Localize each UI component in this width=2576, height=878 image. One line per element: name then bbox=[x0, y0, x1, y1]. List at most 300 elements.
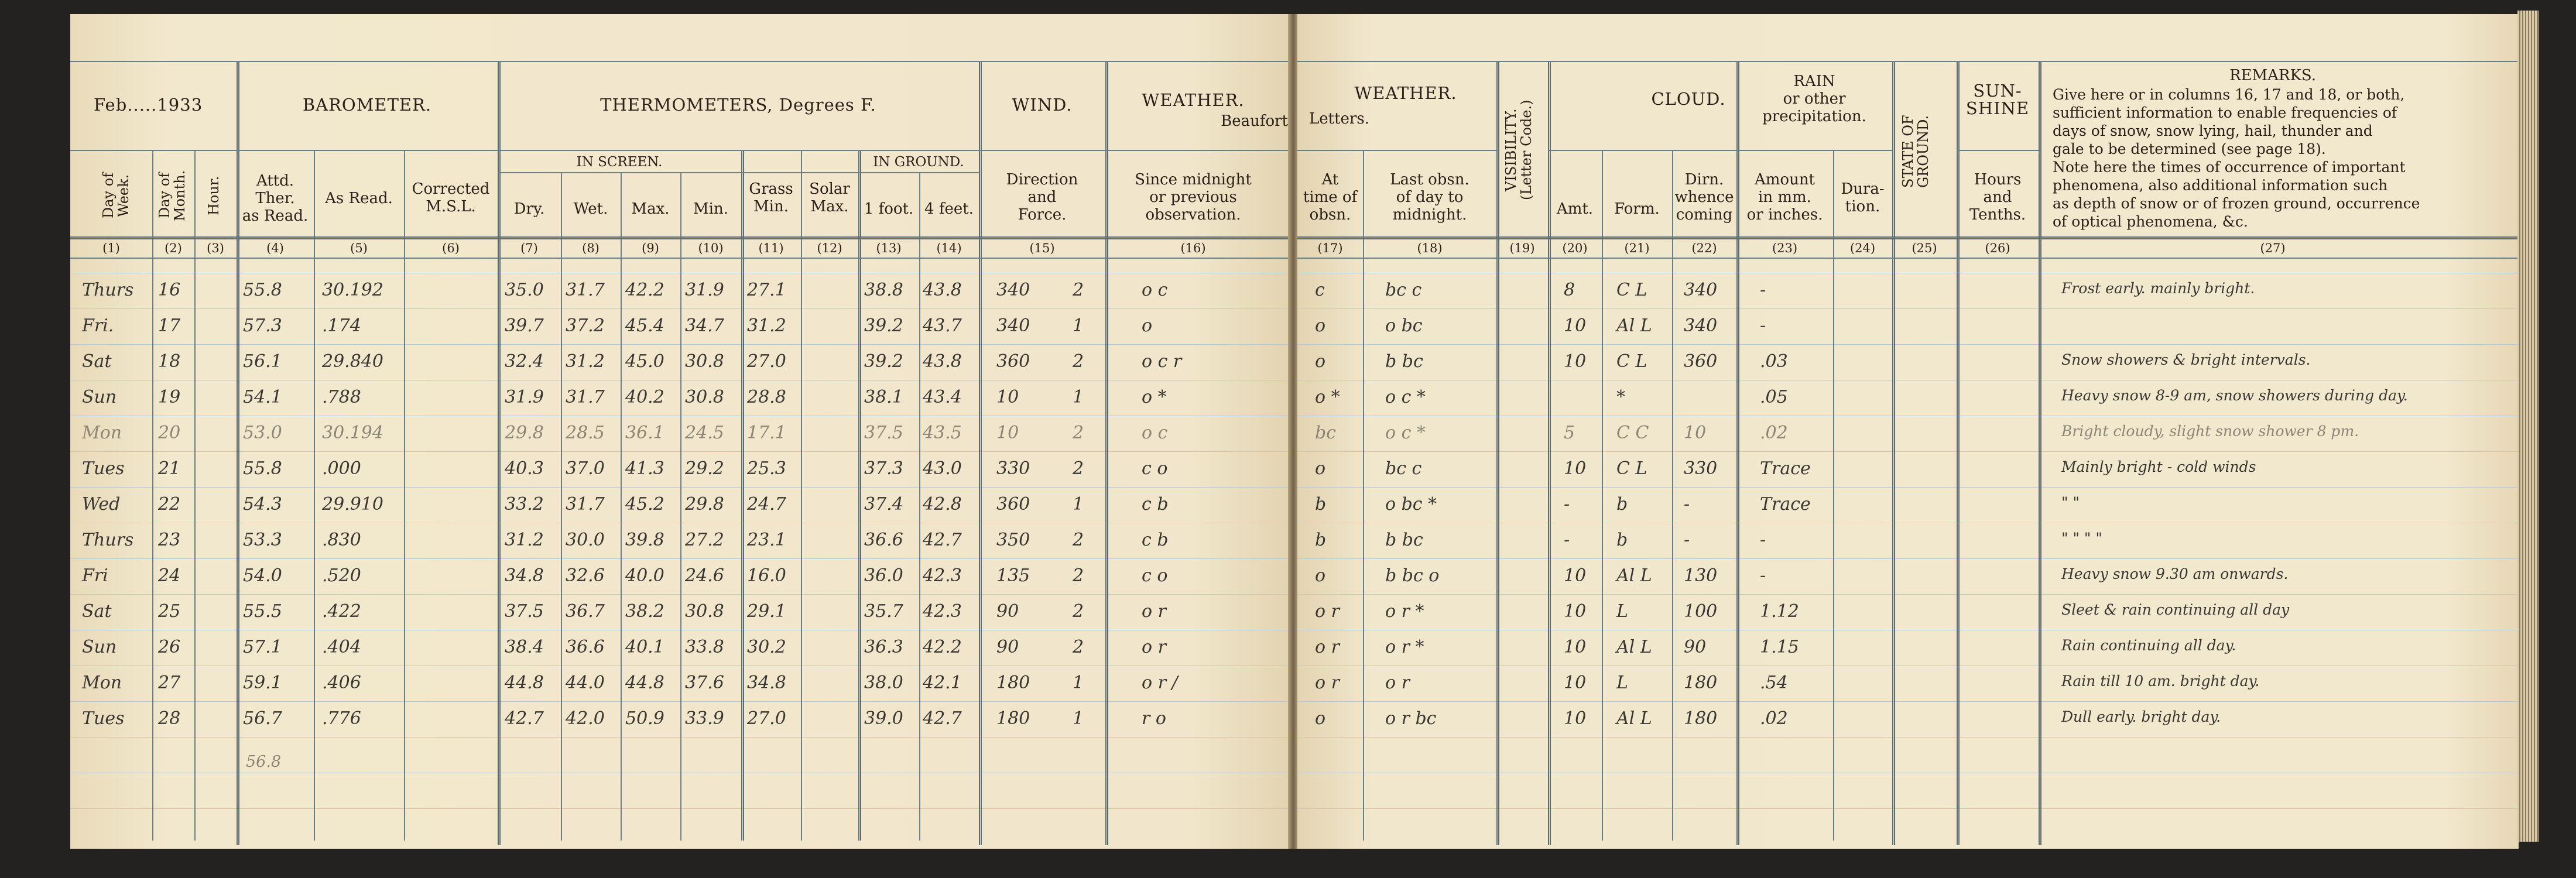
cell-dry: 31.2 bbox=[505, 530, 544, 550]
cloud-heading: CLOUD. bbox=[1651, 89, 1726, 109]
one-foot-col: 1 foot. bbox=[864, 200, 914, 218]
cell-dom: 19 bbox=[158, 387, 181, 407]
cell-dow: Fri. bbox=[82, 315, 114, 336]
cell-grass: 27.0 bbox=[747, 351, 786, 372]
cell-dom: 21 bbox=[158, 458, 181, 479]
cell-dir: 90 bbox=[996, 601, 1019, 622]
cell-dir: 180 bbox=[996, 673, 1030, 693]
beaufort-label: Beaufort bbox=[1221, 112, 1288, 130]
col-number: (15) bbox=[1029, 241, 1055, 255]
cell-dry: 29.8 bbox=[505, 423, 544, 443]
cell-wx: o r bbox=[1142, 637, 1166, 657]
in-ground-heading: IN GROUND. bbox=[873, 155, 964, 170]
cell-at: o bbox=[1315, 565, 1326, 586]
cell-attd: 55.5 bbox=[243, 601, 282, 622]
cell-last: bc c bbox=[1385, 280, 1422, 300]
cell-dom: 28 bbox=[158, 708, 181, 729]
cell-wet: 30.0 bbox=[566, 530, 605, 550]
hour-col: Hour. bbox=[205, 176, 222, 215]
cell-g1: 36.0 bbox=[864, 565, 903, 586]
cell-rain: .02 bbox=[1760, 708, 1788, 729]
col-number: (23) bbox=[1772, 241, 1798, 255]
cell-remark: Heavy snow 8-9 am, snow showers during day. bbox=[2061, 387, 2408, 404]
cell-dir: 350 bbox=[996, 530, 1030, 550]
col-number: (24) bbox=[1849, 241, 1876, 255]
weather-beaufort-heading: WEATHER. bbox=[1142, 90, 1245, 110]
cell-dry: 37.5 bbox=[505, 601, 544, 622]
col-number: (17) bbox=[1317, 241, 1343, 255]
cell-min: 24.6 bbox=[685, 565, 724, 586]
cell-dom: 17 bbox=[158, 315, 181, 336]
cell-force: 1 bbox=[1073, 673, 1084, 693]
cell-g1: 37.3 bbox=[864, 458, 903, 479]
cell-min: 31.9 bbox=[685, 280, 724, 300]
cell-g1: 39.0 bbox=[864, 708, 903, 729]
left-page bbox=[70, 14, 1289, 849]
cell-last: o r * bbox=[1385, 637, 1424, 657]
cell-g4: 43.8 bbox=[923, 351, 962, 372]
cell-cdir: 130 bbox=[1684, 565, 1718, 586]
cell-grass: 27.0 bbox=[747, 708, 786, 729]
dirn-col: Dirn. whence coming bbox=[1674, 171, 1734, 224]
cell-max: 44.8 bbox=[625, 673, 664, 693]
cell-min: 34.7 bbox=[685, 315, 724, 336]
cell-dir: 10 bbox=[996, 387, 1019, 407]
col-number: (16) bbox=[1180, 241, 1206, 255]
cell-wet: 36.6 bbox=[566, 637, 605, 657]
cell-form: L bbox=[1616, 601, 1628, 622]
cell-min: 27.2 bbox=[685, 530, 724, 550]
cell-g1: 36.6 bbox=[864, 530, 903, 550]
cell-min: 30.8 bbox=[685, 601, 724, 622]
cell-wx: r o bbox=[1142, 708, 1166, 729]
cell-g4: 42.3 bbox=[923, 565, 962, 586]
cell-form: b bbox=[1616, 494, 1628, 515]
cell-dow: Mon bbox=[82, 673, 122, 693]
cell-force: 1 bbox=[1073, 708, 1084, 729]
cell-force: 2 bbox=[1073, 565, 1084, 586]
cell-at: o * bbox=[1315, 387, 1340, 407]
cell-max: 50.9 bbox=[625, 708, 664, 729]
cell-g1: 37.5 bbox=[864, 423, 903, 443]
col-number: (22) bbox=[1691, 241, 1717, 255]
cell-dir: 360 bbox=[996, 351, 1030, 372]
cell-cdir: 340 bbox=[1684, 315, 1718, 336]
col-number: (10) bbox=[698, 241, 724, 255]
cell-amt: - bbox=[1564, 530, 1570, 550]
cell-grass: 28.8 bbox=[747, 387, 786, 407]
cell-wet: 42.0 bbox=[566, 708, 605, 729]
cell-g4: 42.3 bbox=[923, 601, 962, 622]
cell-dom: 26 bbox=[158, 637, 181, 657]
cell-cdir: 90 bbox=[1684, 637, 1707, 657]
cell-rain: .05 bbox=[1760, 387, 1788, 407]
cell-max: 41.3 bbox=[625, 458, 664, 479]
cell-wx: c b bbox=[1142, 494, 1169, 515]
col-number: (2) bbox=[165, 241, 182, 255]
cell-read: .406 bbox=[322, 673, 361, 693]
cell-min: 33.8 bbox=[685, 637, 724, 657]
cell-dry: 34.8 bbox=[505, 565, 544, 586]
col-number: (4) bbox=[266, 241, 284, 255]
day-of-week-col: Day of Week. bbox=[100, 172, 132, 219]
cell-grass: 31.2 bbox=[747, 315, 786, 336]
cell-wet: 37.0 bbox=[566, 458, 605, 479]
cell-g4: 43.0 bbox=[923, 458, 962, 479]
cell-at: o r bbox=[1315, 601, 1340, 622]
cell-g4: 43.8 bbox=[923, 280, 962, 300]
cell-at: o bbox=[1315, 458, 1326, 479]
cell-read: .404 bbox=[322, 637, 361, 657]
cell-dry: 40.3 bbox=[505, 458, 544, 479]
cell-last: o r * bbox=[1385, 601, 1424, 622]
cell-max: 45.4 bbox=[625, 315, 664, 336]
cell-cdir: - bbox=[1684, 530, 1690, 550]
cell-g1: 36.3 bbox=[864, 637, 903, 657]
cell-force: 2 bbox=[1073, 280, 1084, 300]
cell-at: bc bbox=[1315, 423, 1337, 443]
cell-g1: 38.1 bbox=[864, 387, 903, 407]
sunshine-heading: SUN- SHINE bbox=[1965, 81, 2030, 118]
cell-form: C L bbox=[1616, 280, 1647, 300]
cell-read: 29.840 bbox=[322, 351, 383, 372]
right-page bbox=[1297, 14, 2519, 849]
cell-dir: 330 bbox=[996, 458, 1030, 479]
cell-last: b bc bbox=[1385, 351, 1423, 372]
cell-amt: 10 bbox=[1564, 458, 1587, 479]
cell-min: 33.9 bbox=[685, 708, 724, 729]
col-number: (18) bbox=[1417, 241, 1443, 255]
cell-read: 30.192 bbox=[322, 280, 383, 300]
cell-at: o bbox=[1315, 708, 1326, 729]
cell-attd: 56.7 bbox=[243, 708, 282, 729]
barometer-heading: BAROMETER. bbox=[302, 95, 432, 115]
thermometers-heading: THERMOMETERS, Degrees F. bbox=[600, 95, 876, 115]
form-col: Form. bbox=[1614, 200, 1660, 218]
cell-dir: 360 bbox=[996, 494, 1030, 515]
amount-col: Amount in mm. or inches. bbox=[1746, 171, 1823, 224]
cell-attd: 57.3 bbox=[243, 315, 282, 336]
cell-at: b bbox=[1315, 494, 1327, 515]
cell-wx: o c bbox=[1142, 280, 1168, 300]
cell-grass: 27.1 bbox=[747, 280, 786, 300]
cell-last: o bc * bbox=[1385, 494, 1437, 515]
cell-last: o r bbox=[1385, 673, 1410, 693]
cell-form: C L bbox=[1616, 351, 1647, 372]
cell-at: o r bbox=[1315, 637, 1340, 657]
cell-dir: 180 bbox=[996, 708, 1030, 729]
cell-dow: Thurs bbox=[82, 530, 134, 550]
cell-rain: - bbox=[1760, 565, 1766, 586]
col-number: (1) bbox=[102, 241, 120, 255]
cell-dry: 44.8 bbox=[505, 673, 544, 693]
cell-wet: 31.7 bbox=[566, 387, 605, 407]
cell-wet: 31.2 bbox=[566, 351, 605, 372]
cell-dir: 10 bbox=[996, 423, 1019, 443]
cell-last: o c * bbox=[1385, 387, 1426, 407]
col-number: (3) bbox=[207, 241, 224, 255]
cell-read: 29.910 bbox=[322, 494, 383, 515]
cell-dom: 24 bbox=[158, 565, 181, 586]
cell-grass: 23.1 bbox=[747, 530, 786, 550]
cell-dow: Thurs bbox=[82, 280, 134, 300]
cell-min: 29.8 bbox=[685, 494, 724, 515]
cell-max: 40.0 bbox=[625, 565, 664, 586]
cell-amt: 8 bbox=[1564, 280, 1575, 300]
cell-at: b bbox=[1315, 530, 1327, 550]
cell-dom: 20 bbox=[158, 423, 181, 443]
cell-dow: Sat bbox=[82, 601, 112, 622]
since-midnight-col: Since midnight or previous observation. bbox=[1135, 171, 1252, 224]
direction-col: Direction and Force. bbox=[1006, 171, 1078, 224]
cell-attd: 53.3 bbox=[243, 530, 282, 550]
cell-g1: 39.2 bbox=[864, 351, 903, 372]
in-screen-heading: IN SCREEN. bbox=[576, 155, 663, 170]
cell-g1: 38.0 bbox=[864, 673, 903, 693]
min-col: Min. bbox=[693, 200, 728, 218]
cell-rain: .02 bbox=[1760, 423, 1788, 443]
col-number: (27) bbox=[2260, 241, 2286, 255]
cell-cdir: 330 bbox=[1684, 458, 1718, 479]
col-number: (21) bbox=[1624, 241, 1650, 255]
cell-dow: Wed bbox=[82, 494, 121, 515]
cell-dom: 22 bbox=[158, 494, 181, 515]
cell-dir: 340 bbox=[996, 280, 1030, 300]
cell-cdir: 100 bbox=[1684, 601, 1718, 622]
cell-last: o bc bbox=[1385, 315, 1423, 336]
cell-form: Al L bbox=[1616, 637, 1652, 657]
cell-grass: 24.7 bbox=[747, 494, 786, 515]
remarks-heading: REMARKS. bbox=[2229, 67, 2317, 84]
cell-wet: 36.7 bbox=[566, 601, 605, 622]
cell-grass: 17.1 bbox=[747, 423, 786, 443]
cell-attd: 57.1 bbox=[243, 637, 282, 657]
cell-force: 2 bbox=[1073, 637, 1084, 657]
cell-form: Al L bbox=[1616, 708, 1652, 729]
cell-amt: 5 bbox=[1564, 423, 1575, 443]
cell-read: .776 bbox=[322, 708, 361, 729]
cell-dow: Sun bbox=[82, 387, 117, 407]
four-feet-col: 4 feet. bbox=[924, 200, 974, 218]
col-number: (9) bbox=[642, 241, 659, 255]
cell-attd: 53.0 bbox=[243, 423, 282, 443]
col-number: (6) bbox=[442, 241, 460, 255]
cell-amt: 10 bbox=[1564, 673, 1587, 693]
cell-attd: 59.1 bbox=[243, 673, 282, 693]
cell-form: Al L bbox=[1616, 565, 1652, 586]
cell-read: .000 bbox=[322, 458, 361, 479]
letters-label: Letters. bbox=[1309, 110, 1369, 128]
dry-col: Dry. bbox=[513, 200, 545, 218]
cell-min: 30.8 bbox=[685, 387, 724, 407]
cell-force: 1 bbox=[1073, 315, 1084, 336]
month-year: Feb.....1933 bbox=[94, 95, 203, 115]
wind-heading: WIND. bbox=[1012, 95, 1073, 115]
cell-cdir: 340 bbox=[1684, 280, 1718, 300]
cell-remark: Frost early. mainly bright. bbox=[2061, 280, 2255, 297]
cell-rain: - bbox=[1760, 280, 1766, 300]
cell-grass: 16.0 bbox=[747, 565, 786, 586]
cell-amt: 10 bbox=[1564, 708, 1587, 729]
cell-wx: o r / bbox=[1142, 673, 1178, 693]
grass-min-col: Grass Min. bbox=[749, 180, 793, 215]
cell-cdir: 10 bbox=[1684, 423, 1707, 443]
cell-g1: 38.8 bbox=[864, 280, 903, 300]
cell-cdir: - bbox=[1684, 494, 1690, 515]
cell-max: 40.2 bbox=[625, 387, 664, 407]
cell-max: 36.1 bbox=[625, 423, 664, 443]
cell-form: * bbox=[1616, 387, 1625, 407]
cell-force: 2 bbox=[1073, 458, 1084, 479]
cell-grass: 25.3 bbox=[747, 458, 786, 479]
cell-g4: 42.8 bbox=[923, 494, 962, 515]
cell-last: b bc o bbox=[1385, 565, 1440, 586]
cell-read: .174 bbox=[322, 315, 361, 336]
col-number: (26) bbox=[1985, 241, 2010, 255]
cell-rain: .54 bbox=[1760, 673, 1788, 693]
cell-amt: 10 bbox=[1564, 315, 1587, 336]
corrected-col: Corrected M.S.L. bbox=[412, 180, 490, 215]
cell-read: 30.194 bbox=[322, 423, 383, 443]
cell-read: .830 bbox=[322, 530, 361, 550]
cell-max: 40.1 bbox=[625, 637, 664, 657]
solar-max-col: Solar Max. bbox=[809, 180, 850, 215]
cell-dry: 33.2 bbox=[505, 494, 544, 515]
col-number: (11) bbox=[758, 241, 784, 255]
cell-g4: 42.7 bbox=[923, 530, 962, 550]
cell-force: 2 bbox=[1073, 423, 1084, 443]
cell-wet: 28.5 bbox=[566, 423, 605, 443]
cell-remark: Sleet & rain continuing all day bbox=[2061, 601, 2290, 618]
cell-force: 2 bbox=[1073, 601, 1084, 622]
col-number: (25) bbox=[1912, 241, 1937, 255]
cell-min: 37.6 bbox=[685, 673, 724, 693]
cell-dir: 340 bbox=[996, 315, 1030, 336]
cell-dir: 90 bbox=[996, 637, 1019, 657]
cell-rain: .03 bbox=[1760, 351, 1788, 372]
attd-ther-col: Attd. Ther. as Read. bbox=[242, 172, 309, 225]
cell-grass: 34.8 bbox=[747, 673, 786, 693]
cell-dom: 18 bbox=[158, 351, 181, 372]
cell-min: 29.2 bbox=[685, 458, 724, 479]
cell-wet: 32.6 bbox=[566, 565, 605, 586]
cell-read: .422 bbox=[322, 601, 361, 622]
cell-max: 39.8 bbox=[625, 530, 664, 550]
cell-amt: 10 bbox=[1564, 351, 1587, 372]
cell-attd: 54.1 bbox=[243, 387, 282, 407]
cell-amt: 10 bbox=[1564, 565, 1587, 586]
cell-amt: 10 bbox=[1564, 601, 1587, 622]
cell-remark: " " " " bbox=[2061, 530, 2102, 547]
cell-min: 24.5 bbox=[685, 423, 724, 443]
cell-cdir: 180 bbox=[1684, 708, 1718, 729]
cell-grass: 29.1 bbox=[747, 601, 786, 622]
hours-tenths-col: Hours and Tenths. bbox=[1969, 171, 2026, 224]
cell-remark: " " bbox=[2061, 494, 2080, 511]
remarks-instructions: Give here or in columns 16, 17 and 18, or both, sufficient information to enable frequencies of days of snow, snow lying, hail, thunder and gale to be determined (see page 18). Note here the times of occurrence of important phenomena, also additional information such as depth of snow or of frozen ground, occurrence of optical phenomena, &c. bbox=[2053, 86, 2420, 230]
cell-attd: 54.3 bbox=[243, 494, 282, 515]
col-number: (13) bbox=[876, 241, 902, 255]
cell-at: o bbox=[1315, 315, 1326, 336]
cell-dow: Sat bbox=[82, 351, 112, 372]
cell-force: 2 bbox=[1073, 351, 1084, 372]
cell-attd: 55.8 bbox=[243, 280, 282, 300]
cell-last: b bc bbox=[1385, 530, 1423, 550]
cell-dom: 23 bbox=[158, 530, 181, 550]
cell-dow: Mon bbox=[82, 423, 122, 443]
cell-at: c bbox=[1315, 280, 1325, 300]
cell-form: b bbox=[1616, 530, 1628, 550]
cell-wx: o * bbox=[1142, 387, 1167, 407]
cell-read: .520 bbox=[322, 565, 361, 586]
col-number: (14) bbox=[936, 241, 962, 255]
cell-g4: 43.7 bbox=[923, 315, 962, 336]
day-of-month-col: Day of Month. bbox=[156, 170, 188, 221]
cell-cdir: 180 bbox=[1684, 673, 1718, 693]
cell-force: 1 bbox=[1073, 494, 1084, 515]
cell-max: 45.2 bbox=[625, 494, 664, 515]
cell-last: o r bc bbox=[1385, 708, 1437, 729]
cell-dry: 42.7 bbox=[505, 708, 544, 729]
cell-dry: 39.7 bbox=[505, 315, 544, 336]
cell-dry: 38.4 bbox=[505, 637, 544, 657]
cell-rain: 1.12 bbox=[1760, 601, 1799, 622]
amt-col: Amt. bbox=[1556, 200, 1594, 218]
cell-remark: Rain till 10 am. bright day. bbox=[2061, 673, 2260, 690]
cell-wet: 31.7 bbox=[566, 280, 605, 300]
cell-amt: - bbox=[1564, 494, 1570, 515]
cell-rain: - bbox=[1760, 315, 1766, 336]
cell-attd: 54.0 bbox=[243, 565, 282, 586]
cell-force: 2 bbox=[1073, 530, 1084, 550]
cell-min: 30.8 bbox=[685, 351, 724, 372]
col-number: (5) bbox=[350, 241, 368, 255]
cell-wx: o r bbox=[1142, 601, 1166, 622]
page-edges bbox=[2517, 11, 2539, 842]
cell-at: o r bbox=[1315, 673, 1340, 693]
cell-attd: 56.1 bbox=[243, 351, 282, 372]
cell-read: .788 bbox=[322, 387, 361, 407]
col-number: (12) bbox=[817, 241, 842, 255]
cell-last: bc c bbox=[1385, 458, 1422, 479]
footer-value: 56.8 bbox=[246, 753, 282, 771]
cell-remark: Snow showers & bright intervals. bbox=[2061, 351, 2311, 368]
as-read-col: As Read. bbox=[325, 190, 393, 207]
last-obsn-col: Last obsn. of day to midnight. bbox=[1390, 171, 1469, 224]
cell-g1: 35.7 bbox=[864, 601, 903, 622]
cell-form: C C bbox=[1616, 423, 1649, 443]
col-number: (19) bbox=[1509, 241, 1535, 255]
cell-wet: 44.0 bbox=[566, 673, 605, 693]
cell-max: 42.2 bbox=[625, 280, 664, 300]
cell-remark: Mainly bright - cold winds bbox=[2061, 458, 2256, 475]
weather-letters-heading: WEATHER. bbox=[1354, 83, 1457, 103]
cell-max: 45.0 bbox=[625, 351, 664, 372]
cell-wx: o c r bbox=[1142, 351, 1182, 372]
cell-dom: 16 bbox=[158, 280, 181, 300]
cell-rain: Trace bbox=[1760, 494, 1811, 515]
cell-form: Al L bbox=[1616, 315, 1652, 336]
cell-dow: Tues bbox=[82, 458, 125, 479]
cell-dir: 135 bbox=[996, 565, 1030, 586]
cell-g4: 43.5 bbox=[923, 423, 962, 443]
cell-force: 1 bbox=[1073, 387, 1084, 407]
cell-rain: Trace bbox=[1760, 458, 1811, 479]
at-time-col: At time of obsn. bbox=[1303, 171, 1358, 224]
cell-at: o bbox=[1315, 351, 1326, 372]
duration-col: Dura- tion. bbox=[1841, 180, 1885, 215]
cell-cdir: 360 bbox=[1684, 351, 1718, 372]
